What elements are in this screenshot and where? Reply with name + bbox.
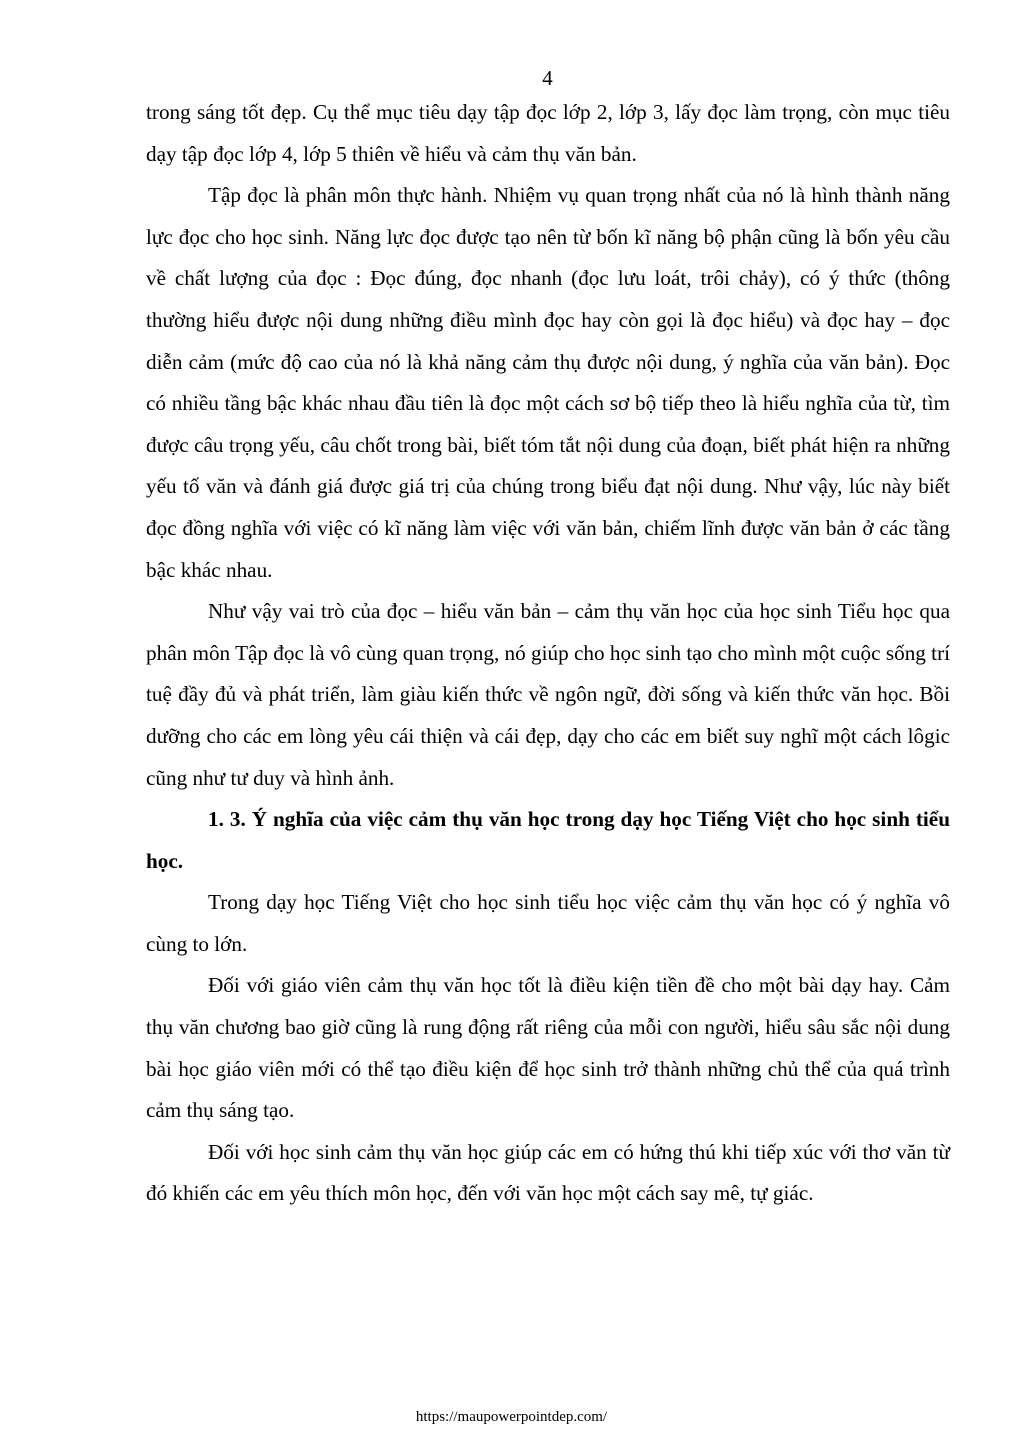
- paragraph-reading-practice: Tập đọc là phân môn thực hành. Nhiệm vụ quan trọng nhất của nó là hình thành năng lực đọc cho học sinh. Năng lực đọc được tạo nên từ bốn kĩ năng bộ phận cũng là bốn yêu cầu về chất lượng của đọc : Đọc đúng, đọc nhanh (đọc lưu loát, trôi chảy), có ý thức (thông thường hiểu được nội dung những điều mình đọc hay còn gọi là đọc hiểu) và đọc hay – đọc diễn cảm (mức độ cao của nó là khả năng cảm thụ được nội dung, ý nghĩa của văn bản). Đọc có nhiều tầng bậc khác nhau đầu tiên là đọc một cách sơ bộ tiếp theo là hiểu nghĩa của từ, tìm được câu trọng yếu, câu chốt trong bài, biết tóm tắt nội dung của đoạn, biết phát hiện ra những yếu tố văn và đánh giá được giá trị của chúng trong biểu đạt nội dung. Như vậy, lúc này biết đọc đồng nghĩa với việc có kĩ năng làm việc với văn bản, chiếm lĩnh được văn bản ở các tầng bậc khác nhau.: [146, 183, 950, 582]
- paragraph-significance: Trong dạy học Tiếng Việt cho học sinh tiểu học việc cảm thụ văn học có ý nghĩa vô cùng to lớn.: [146, 890, 950, 956]
- paragraph-students: Đối với học sinh cảm thụ văn học giúp các em có hứng thú khi tiếp xúc với thơ văn từ đó khiến các em yêu thích môn học, đến với văn học một cách say mê, tự giác.: [146, 1139, 950, 1206]
- paragraph-reading-role: Như vậy vai trò của đọc – hiểu văn bản – cảm thụ văn học của học sinh Tiểu học qua phân môn Tập đọc là vô cùng quan trọng, nó giúp cho học sinh tạo cho mình một cuộc sống trí tuệ đầy đủ và phát triển, làm giàu kiến thức về ngôn ngữ, đời sống và kiến thức văn học. Bồi dưỡng cho các em lòng yêu cái thiện và cái đẹp, dạy cho các em biết suy nghĩ một cách lôgic cũng như tư duy và hình ảnh.: [146, 599, 951, 790]
- paragraph-teachers: Đối với giáo viên cảm thụ văn học tốt là điều kiện tiền đề cho một bài dạy hay. Cảm thụ văn chương bao giờ cũng là rung động rất riêng của mỗi con người, hiểu sâu sắc nội dung bài học giáo viên mới có thể tạo điều kiện để học sinh trở thành những chủ thể của quá trình cảm thụ sáng tạo.: [146, 973, 950, 1123]
- page-number: 4: [542, 66, 553, 90]
- paragraph-continuation: trong sáng tốt đẹp. Cụ thể mục tiêu dạy tập đọc lớp 2, lớp 3, lấy đọc làm trọng, còn mục tiêu dạy tập đọc lớp 4, lớp 5 thiên về hiểu và cảm thụ văn bản.: [146, 100, 950, 166]
- document-body: [146, 92, 950, 1215]
- section-heading: 1. 3. Ý nghĩa của việc cảm thụ văn học trong dạy học Tiếng Việt cho học sinh tiểu học.: [146, 807, 950, 873]
- footer-url: https://maupowerpointdep.com/: [415, 1409, 608, 1425]
